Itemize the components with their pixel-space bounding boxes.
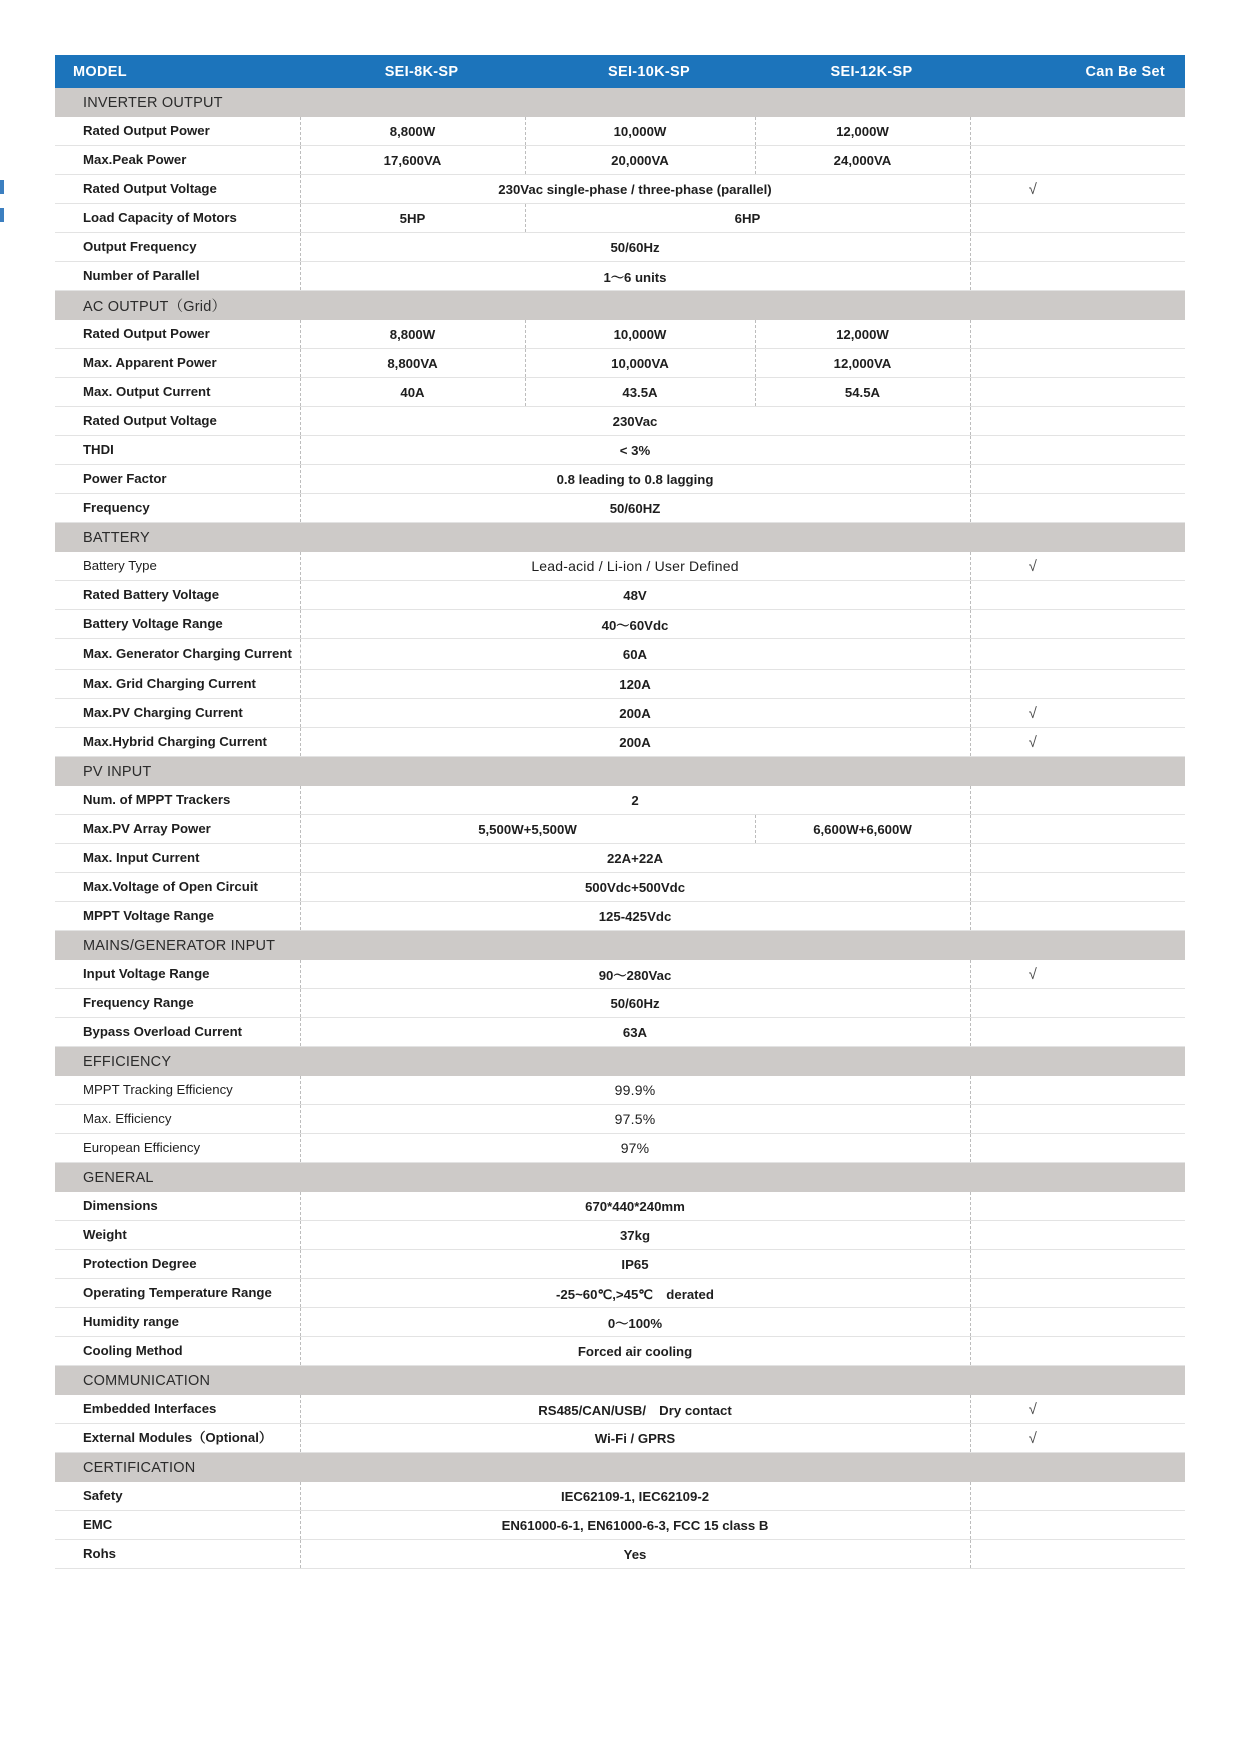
can-be-set-cell [970, 436, 1185, 465]
can-be-set-cell [970, 349, 1185, 378]
row-value: 50/60HZ [300, 494, 970, 523]
table-row [55, 1250, 1185, 1279]
can-be-set-cell [970, 465, 1185, 494]
row-parameter-label: Max.Voltage of Open Circuit [55, 873, 300, 902]
row-value: 97% [300, 1134, 970, 1163]
row-value: 5HP [300, 204, 525, 233]
row-parameter-label: Number of Parallel [55, 262, 300, 291]
can-be-set-cell [970, 117, 1185, 146]
can-be-set-cell [970, 1279, 1185, 1308]
table-row [55, 1018, 1185, 1047]
row-value: Wi-Fi / GPRS [300, 1424, 970, 1453]
row-parameter-label: Max. Apparent Power [55, 349, 300, 378]
section-title: INVERTER OUTPUT [55, 88, 1185, 117]
section-title: GENERAL [55, 1163, 1185, 1193]
row-parameter-label: Battery Voltage Range [55, 610, 300, 639]
row-value: 1～6 units [300, 262, 970, 291]
row-value: 10,000W [525, 117, 755, 146]
can-be-set-cell [970, 1018, 1185, 1047]
section-title: COMMUNICATION [55, 1366, 1185, 1396]
row-value: 40～60Vdc [300, 610, 970, 639]
row-parameter-label: Rohs [55, 1540, 300, 1569]
row-parameter-label: Weight [55, 1221, 300, 1250]
row-value: Lead-acid / Li-ion / User Defined [300, 552, 970, 581]
row-value: 20,000VA [525, 146, 755, 175]
can-be-set-cell [970, 1134, 1185, 1163]
row-parameter-label: Dimensions [55, 1192, 300, 1221]
can-be-set-cell [970, 204, 1185, 233]
table-row [55, 378, 1185, 407]
row-parameter-label: Frequency Range [55, 989, 300, 1018]
table-row [55, 699, 1185, 728]
row-value: 500Vdc+500Vdc [300, 873, 970, 902]
can-be-set-cell [970, 1192, 1185, 1221]
row-value: Yes [300, 1540, 970, 1569]
can-be-set-cell: √ [970, 960, 1185, 989]
row-value: 0.8 leading to 0.8 lagging [300, 465, 970, 494]
table-row [55, 117, 1185, 146]
table-row [55, 1395, 1185, 1424]
row-value: 50/60Hz [300, 233, 970, 262]
row-value: 125-425Vdc [300, 902, 970, 931]
row-value: 24,000VA [755, 146, 970, 175]
can-be-set-cell [970, 1221, 1185, 1250]
section-row [55, 523, 1185, 553]
table-row [55, 844, 1185, 873]
can-be-set-cell [970, 1308, 1185, 1337]
table-row [55, 728, 1185, 757]
row-parameter-label: Frequency [55, 494, 300, 523]
can-be-set-cell [970, 1511, 1185, 1540]
can-be-set-cell [970, 815, 1185, 844]
can-be-set-cell [970, 873, 1185, 902]
row-parameter-label: Max. Input Current [55, 844, 300, 873]
table-row [55, 552, 1185, 581]
table-row [55, 610, 1185, 639]
can-be-set-cell [970, 1105, 1185, 1134]
specifications-table [55, 55, 1185, 1569]
row-value: 2 [300, 786, 970, 815]
section-title: EFFICIENCY [55, 1047, 1185, 1077]
row-value: 97.5% [300, 1105, 970, 1134]
row-parameter-label: Battery Type [55, 552, 300, 581]
row-value: -25~60℃,>45℃ derated [300, 1279, 970, 1308]
table-row [55, 1192, 1185, 1221]
table-row [55, 1337, 1185, 1366]
can-be-set-cell [970, 146, 1185, 175]
table-row [55, 1076, 1185, 1105]
can-be-set-cell [970, 1482, 1185, 1511]
table-row [55, 960, 1185, 989]
table-row [55, 1540, 1185, 1569]
table-row [55, 262, 1185, 291]
row-value: 8,800W [300, 117, 525, 146]
section-title: BATTERY [55, 523, 1185, 553]
section-row [55, 1047, 1185, 1077]
can-be-set-cell [970, 786, 1185, 815]
row-value: 8,800VA [300, 349, 525, 378]
section-row [55, 291, 1185, 321]
can-be-set-cell: √ [970, 728, 1185, 757]
table-row [55, 494, 1185, 523]
can-be-set-cell [970, 494, 1185, 523]
section-row [55, 1453, 1185, 1483]
row-parameter-label: Num. of MPPT Trackers [55, 786, 300, 815]
can-be-set-cell: √ [970, 1424, 1185, 1453]
row-parameter-label: Humidity range [55, 1308, 300, 1337]
table-row [55, 1105, 1185, 1134]
header-model-10k: SEI-10K-SP [525, 55, 755, 88]
row-value: 22A+22A [300, 844, 970, 873]
row-parameter-label: Max.PV Array Power [55, 815, 300, 844]
row-value: IP65 [300, 1250, 970, 1279]
row-parameter-label: Bypass Overload Current [55, 1018, 300, 1047]
row-parameter-label: European Efficiency [55, 1134, 300, 1163]
header-model-12k: SEI-12K-SP [755, 55, 970, 88]
table-row [55, 1279, 1185, 1308]
can-be-set-cell [970, 989, 1185, 1018]
can-be-set-cell [970, 407, 1185, 436]
can-be-set-cell [970, 639, 1185, 670]
can-be-set-cell [970, 844, 1185, 873]
can-be-set-cell [970, 320, 1185, 349]
can-be-set-cell [970, 1540, 1185, 1569]
can-be-set-cell [970, 670, 1185, 699]
row-value: 6HP [525, 204, 970, 233]
table-row [55, 349, 1185, 378]
row-value: 99.9% [300, 1076, 970, 1105]
row-parameter-label: Max.PV Charging Current [55, 699, 300, 728]
row-parameter-label: Output Frequency [55, 233, 300, 262]
row-value: 90～280Vac [300, 960, 970, 989]
table-row [55, 815, 1185, 844]
row-value: 5,500W+5,500W [300, 815, 755, 844]
row-value: 60A [300, 639, 970, 670]
row-value: 200A [300, 728, 970, 757]
header-model: MODEL [55, 55, 300, 88]
table-row [55, 175, 1185, 204]
row-value: 63A [300, 1018, 970, 1047]
table-row [55, 1424, 1185, 1453]
row-parameter-label: Rated Output Voltage [55, 407, 300, 436]
table-row [55, 1221, 1185, 1250]
section-title: AC OUTPUT（Grid） [55, 291, 1185, 321]
row-parameter-label: Max. Efficiency [55, 1105, 300, 1134]
row-parameter-label: Max. Grid Charging Current [55, 670, 300, 699]
table-row [55, 670, 1185, 699]
row-value: 48V [300, 581, 970, 610]
row-parameter-label: MPPT Tracking Efficiency [55, 1076, 300, 1105]
row-value: Forced air cooling [300, 1337, 970, 1366]
can-be-set-cell [970, 233, 1185, 262]
section-row [55, 1163, 1185, 1193]
table-row [55, 465, 1185, 494]
row-parameter-label: External Modules（Optional） [55, 1424, 300, 1453]
table-row [55, 233, 1185, 262]
row-value: 10,000VA [525, 349, 755, 378]
can-be-set-cell [970, 581, 1185, 610]
row-parameter-label: Operating Temperature Range [55, 1279, 300, 1308]
row-value: 6,600W+6,600W [755, 815, 970, 844]
row-value: 10,000W [525, 320, 755, 349]
table-row [55, 1482, 1185, 1511]
row-value: 12,000W [755, 320, 970, 349]
row-parameter-label: Rated Output Voltage [55, 175, 300, 204]
section-row [55, 757, 1185, 787]
row-parameter-label: Protection Degree [55, 1250, 300, 1279]
row-parameter-label: EMC [55, 1511, 300, 1540]
can-be-set-cell [970, 1076, 1185, 1105]
can-be-set-cell [970, 610, 1185, 639]
table-row [55, 1134, 1185, 1163]
row-value: < 3% [300, 436, 970, 465]
row-parameter-label: Rated Output Power [55, 117, 300, 146]
row-parameter-label: MPPT Voltage Range [55, 902, 300, 931]
can-be-set-cell [970, 902, 1185, 931]
section-title: CERTIFICATION [55, 1453, 1185, 1483]
row-value: RS485/CAN/USB/ Dry contact [300, 1395, 970, 1424]
row-value: 12,000VA [755, 349, 970, 378]
row-parameter-label: Max. Generator Charging Current [55, 639, 300, 670]
can-be-set-cell: √ [970, 175, 1185, 204]
section-title: PV INPUT [55, 757, 1185, 787]
row-parameter-label: THDI [55, 436, 300, 465]
header-can-be-set: Can Be Set [970, 55, 1185, 88]
section-row [55, 88, 1185, 117]
header-model-8k: SEI-8K-SP [300, 55, 525, 88]
row-parameter-label: Power Factor [55, 465, 300, 494]
can-be-set-cell [970, 262, 1185, 291]
table-row [55, 581, 1185, 610]
table-row [55, 204, 1185, 233]
table-row [55, 1511, 1185, 1540]
row-parameter-label: Load Capacity of Motors [55, 204, 300, 233]
row-value: 40A [300, 378, 525, 407]
table-row [55, 989, 1185, 1018]
row-value: 8,800W [300, 320, 525, 349]
row-parameter-label: Cooling Method [55, 1337, 300, 1366]
left-edge-marks [0, 180, 6, 236]
row-value: 12,000W [755, 117, 970, 146]
row-value: 43.5A [525, 378, 755, 407]
row-parameter-label: Embedded Interfaces [55, 1395, 300, 1424]
table-body [55, 88, 1185, 1569]
can-be-set-cell [970, 1250, 1185, 1279]
row-parameter-label: Rated Output Power [55, 320, 300, 349]
header-row [55, 55, 1185, 88]
can-be-set-cell: √ [970, 1395, 1185, 1424]
table-row [55, 902, 1185, 931]
can-be-set-cell: √ [970, 552, 1185, 581]
row-parameter-label: Rated Battery Voltage [55, 581, 300, 610]
row-value: IEC62109-1, IEC62109-2 [300, 1482, 970, 1511]
row-value: 120A [300, 670, 970, 699]
row-value: 0～100% [300, 1308, 970, 1337]
row-parameter-label: Safety [55, 1482, 300, 1511]
table-row [55, 639, 1185, 670]
section-title: MAINS/GENERATOR INPUT [55, 931, 1185, 961]
section-row [55, 1366, 1185, 1396]
table-row [55, 146, 1185, 175]
row-value: 200A [300, 699, 970, 728]
row-value: 670*440*240mm [300, 1192, 970, 1221]
can-be-set-cell [970, 378, 1185, 407]
can-be-set-cell [970, 1337, 1185, 1366]
row-value: 230Vac [300, 407, 970, 436]
row-parameter-label: Max.Peak Power [55, 146, 300, 175]
table-row [55, 436, 1185, 465]
table-row [55, 873, 1185, 902]
table-row [55, 320, 1185, 349]
row-value: 230Vac single-phase / three-phase (parallel) [300, 175, 970, 204]
table-row [55, 407, 1185, 436]
table-row [55, 786, 1185, 815]
row-parameter-label: Max. Output Current [55, 378, 300, 407]
row-value: 17,600VA [300, 146, 525, 175]
row-parameter-label: Max.Hybrid Charging Current [55, 728, 300, 757]
section-row [55, 931, 1185, 961]
can-be-set-cell: √ [970, 699, 1185, 728]
table-row [55, 1308, 1185, 1337]
row-parameter-label: Input Voltage Range [55, 960, 300, 989]
row-value: EN61000-6-1, EN61000-6-3, FCC 15 class B [300, 1511, 970, 1540]
row-value: 37kg [300, 1221, 970, 1250]
table-header [55, 55, 1185, 88]
row-value: 54.5A [755, 378, 970, 407]
row-value: 50/60Hz [300, 989, 970, 1018]
